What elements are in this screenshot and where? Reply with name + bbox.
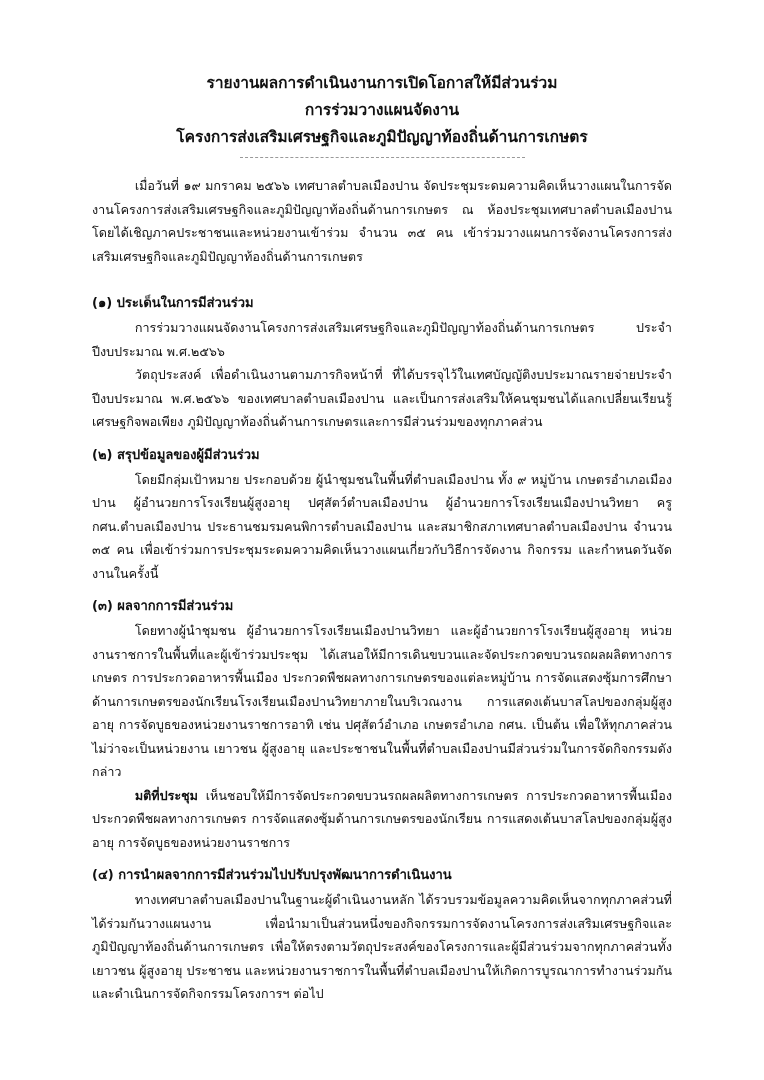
title-line-3: โครงการส่งเสริมเศรษฐกิจและภูมิปัญญาท้องถิ่นด้านการเกษตร [176, 128, 588, 146]
section-4-paragraph-1: ทางเทศบาลตำบลเมืองปานในฐานะผู้ดำเนินงานหลัก ได้รวบรวมข้อมูลความคิดเห็นจากทุกภาคส่วนที่ได้ร่วมกันวางแผนงาน เพื่อนำมาเป็นส่วนหนึ่งของกิจกรรมการจัดงานโครงการส่งเสริมเศรษฐกิจและภูมิปัญญาท้องถิ่นด้านการเกษตร เพื่อให้ตรงตามวัตถุประสงค์ของโครงการและผู้มีส่วนร่วมจากทุกภาคส่วนทั้งเยาวชน ผู้สูงอายุ ประชาชน และหน่วยงานราชการในพื้นที่ตำบลเมืองปานให้เกิดการบูรณาการทำงานร่วมกันและดำเนินการจัดกิจกรรมโครงการฯ ต่อไป [92, 892, 672, 1001]
section-2-paragraph-1: โดยมีกลุ่มเป้าหมาย ประกอบด้วย ผู้นำชุมชนในพื้นที่ตำบลเมืองปาน ทั้ง ๙ หมู่บ้าน เกษตรอำเภอเมืองปาน ผู้อำนวยการโรงเรียนผู้สูงอายุ ปศุสัตว์ตำบลเมืองปาน ผู้อำนวยการโรงเรียนเมืองปานวิทยา ครู กศน.ตำบลเมืองปาน ประธานชมรมคนพิการตำบลเมืองปาน และสมาชิกสภาเทศบาลตำบลเมืองปาน จำนวน ๓๕ คน เพื่อเข้าร่วมการประชุมระดมความคิดเห็นวางแผนเกี่ยวกับวิธีการจัดงาน กิจกรรม และกำหนดวันจัดงานในครั้งนี้ [92, 471, 672, 581]
section-4 [92, 864, 672, 1006]
resolution-label: มติที่ประชุม [134, 787, 198, 803]
title-line-2: การร่วมวางแผนจัดงาน [304, 101, 460, 119]
title-line-1: รายงานผลการดำเนินงานการเปิดโอกาสให้มีส่วนร่วม [206, 74, 558, 92]
section-2-heading: (๒) สรุปข้อมูลของผู้มีส่วนร่วม [92, 447, 260, 463]
section-1-paragraph-2: วัตถุประสงค์ เพื่อดำเนินงานตามภารกิจหน้าที่ ที่ได้บรรจุไว้ในเทศบัญญัติงบประมาณรายจ่ายประจำปีงบประมาณ พ.ศ.๒๕๖๖ ของเทศบาลตำบลเมืองปาน และเป็นการส่งเสริมให้คนชุมชนได้แลกเปลี่ยนเรียนรู้เศรษฐกิจพอเพียง ภูมิปัญญาท้องถิ่นด้านการเกษตรและการมีส่วนร่วมของทุกภาคส่วน [92, 367, 672, 429]
section-1-paragraph-1: การร่วมวางแผนจัดงานโครงการส่งเสริมเศรษฐกิจและภูมิปัญญาท้องถิ่นด้านการเกษตร ประจำปีงบประมาณ พ.ศ.๒๕๖๖ [92, 320, 672, 359]
intro-paragraph: เมื่อวันที่ ๑๙ มกราคม ๒๕๖๖ เทศบาลตำบลเมืองปาน จัดประชุมระดมความคิดเห็นวางแผนในการจัดงานโครงการส่งเสริมเศรษฐกิจและภูมิปัญญาท้องถิ่นด้านการเกษตร ณ ห้องประชุมเทศบาลตำบลเมืองปาน โดยได้เชิญภาคประชาชนและหน่วยงานเข้าร่วม จำนวน ๓๕ คน เข้าร่วมวางแผนการจัดงานโครงการส่งเสริมเศรษฐกิจและภูมิปัญญาท้องถิ่นด้านการเกษตร [92, 178, 672, 264]
section-2 [92, 444, 672, 586]
section-3-heading: (๓) ผลจากการมีส่วนร่วม [92, 599, 234, 614]
section-4-heading: (๔) การนำผลจากการมีส่วนร่วมไปปรับปรุงพัฒนาการดำเนินงาน [92, 868, 452, 883]
section-1-heading: (๑) ประเด็นในการมีส่วนร่วม [92, 296, 254, 311]
document-title [92, 70, 672, 158]
title-divider [240, 157, 525, 158]
section-3-resolution [92, 784, 672, 855]
resolution-text: เห็นชอบให้มีการจัดประกวดขบวนรถผลผลิตทางการเกษตร การประกวดอาหารพื้นเมือง ประกวดพืชผลทางการเกษตร การจัดแสดงซุ้มด้านการเกษตรของนักเรียน การแสดงเต้นบาสโลปของกลุ่มผู้สูงอายุ การจัดบูธของหน่วยงานราชการ [92, 787, 672, 850]
section-1 [92, 292, 672, 434]
section-3-paragraph-1: โดยทางผู้นำชุมชน ผู้อำนวยการโรงเรียนเมืองปานวิทยา และผู้อำนวยการโรงเรียนผู้สูงอายุ หน่วยงานราชการในพื้นที่และผู้เข้าร่วมประชุม ได้เสนอให้มีการเดินขบวนและจัดประกวดขบวนรถผลผลิตทางการเกษตร การประกวดอาหารพื้นเมือง ประกวดพืชผลทางการเกษตรของแต่ละหมู่บ้าน การจัดแสดงซุ้มการศึกษาด้านการเกษตรของนักเรียนโรงเรียนเมืองปานวิทยาภายในบริเวณงาน การแสดงเต้นบาสโลปของกลุ่มผู้สูงอายุ การจัดบูธของหน่วยงานราชการอาทิ เช่น ปศุสัตว์อำเภอ เกษตรอำเภอ กศน. เป็นต้น เพื่อให้ทุกภาคส่วนไม่ว่าจะเป็นหน่วยงาน เยาวชน ผู้สูงอายุ และประชาชนในพื้นที่ตำบลเมืองปานมีส่วนร่วมในการจัดกิจกรรมดังกล่าว [92, 623, 672, 779]
section-3 [92, 595, 672, 854]
